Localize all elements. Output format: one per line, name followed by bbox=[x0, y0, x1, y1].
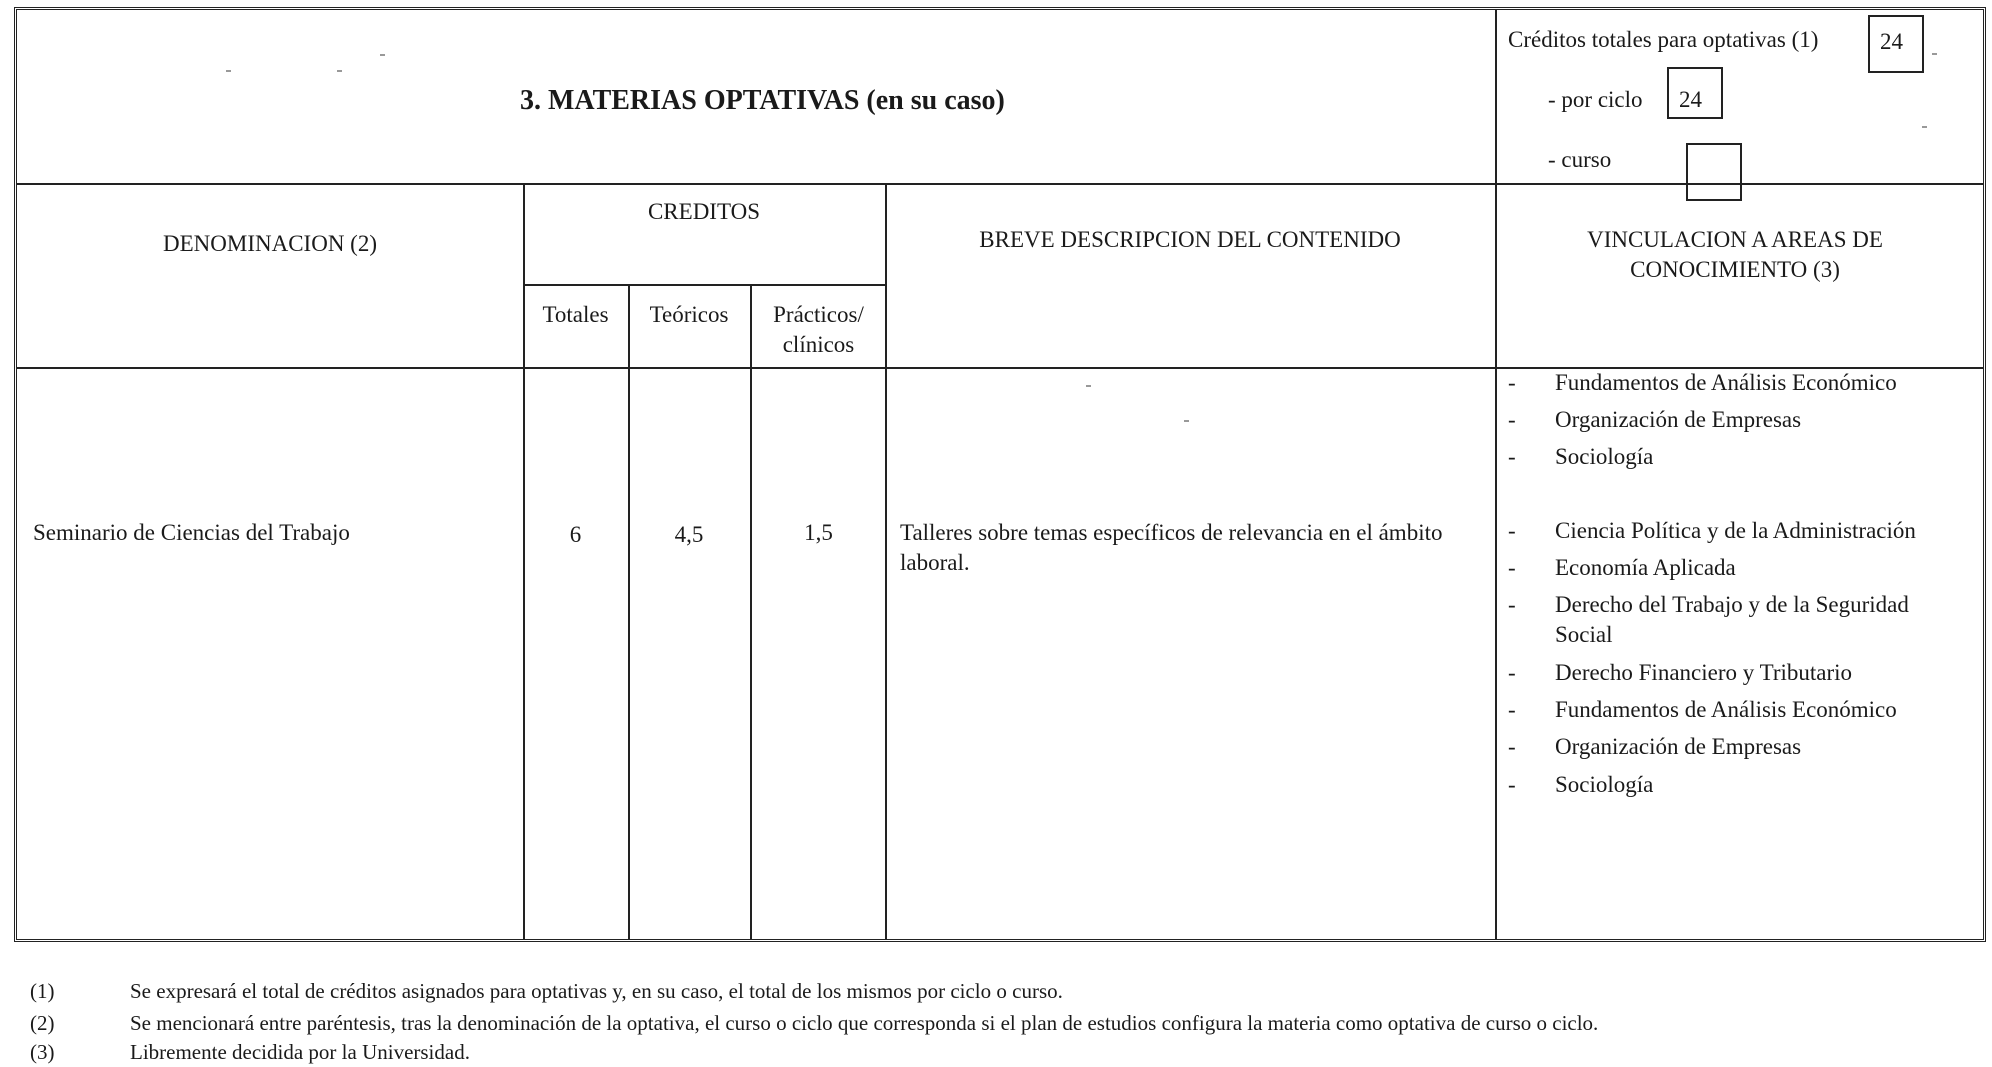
curso-value bbox=[1686, 143, 1742, 201]
header-right-divider bbox=[1495, 10, 1497, 939]
col-header-practicos: Prácticos/ clínicos bbox=[773, 302, 864, 357]
creditos-subheader-divider bbox=[523, 284, 885, 286]
creditos-totales-label: Créditos totales para optativas (1) bbox=[1508, 27, 1819, 52]
curso-label: - curso bbox=[1548, 147, 1612, 172]
footnote-number: (3) bbox=[30, 1040, 55, 1064]
scan-speck bbox=[1184, 420, 1189, 422]
area-item: Economía Aplicada bbox=[1555, 555, 1736, 580]
footnote-text: Libremente decidida por la Universidad. bbox=[130, 1040, 470, 1064]
scan-speck bbox=[1932, 53, 1937, 55]
row-denominacion: Seminario de Ciencias del Trabajo bbox=[33, 520, 350, 545]
area-item: Derecho del Trabajo y de la Seguridad Social bbox=[1555, 592, 1909, 647]
por-ciclo-label: - por ciclo bbox=[1548, 87, 1643, 112]
col-header-totales: Totales bbox=[542, 302, 609, 327]
page-title: 3. MATERIAS OPTATIVAS (en su caso) bbox=[520, 85, 1005, 116]
col-header-denominacion: DENOMINACION (2) bbox=[163, 231, 377, 256]
creditos-totales-value: 24 bbox=[1868, 15, 1924, 73]
area-bullet: - bbox=[1508, 734, 1516, 759]
footnote-number: (2) bbox=[30, 1011, 55, 1035]
col-header-vinculacion: VINCULACION A AREAS DE CONOCIMIENTO (3) bbox=[1587, 227, 1883, 282]
area-item: Sociología bbox=[1555, 444, 1654, 469]
area-bullet: - bbox=[1508, 555, 1516, 580]
footnote-text: Se mencionará entre paréntesis, tras la denominación de la optativa, el curso o ciclo que corresponda si el plan de estudios configura la materia como optativa de curso o ciclo. bbox=[130, 1011, 1599, 1035]
area-item: Sociología bbox=[1555, 772, 1654, 797]
col-divider-4 bbox=[885, 183, 887, 939]
area-item: Fundamentos de Análisis Económico bbox=[1555, 370, 1897, 395]
por-ciclo-value: 24 bbox=[1667, 67, 1723, 119]
scan-speck bbox=[1922, 126, 1927, 128]
area-item: Derecho Financiero y Tributario bbox=[1555, 660, 1853, 685]
area-bullet: - bbox=[1508, 444, 1516, 469]
area-item: Organización de Empresas bbox=[1555, 407, 1802, 432]
area-item: Fundamentos de Análisis Económico bbox=[1555, 697, 1897, 722]
col-header-teoricos: Teóricos bbox=[649, 302, 729, 327]
row-practicos: 1,5 bbox=[804, 520, 833, 545]
row-teoricos: 4,5 bbox=[674, 522, 704, 547]
scan-speck bbox=[1086, 385, 1091, 387]
area-bullet: - bbox=[1508, 407, 1516, 432]
row-totales: 6 bbox=[569, 522, 582, 547]
scan-speck bbox=[380, 54, 385, 56]
area-bullet: - bbox=[1508, 518, 1516, 543]
area-bullet: - bbox=[1508, 772, 1516, 797]
col-divider-2 bbox=[628, 284, 630, 939]
area-bullet: - bbox=[1508, 370, 1516, 395]
scan-speck bbox=[337, 70, 342, 72]
area-item: Ciencia Política y de la Administración bbox=[1555, 518, 1916, 543]
footnote-text: Se expresará el total de créditos asignados para optativas y, en su caso, el total de los mismos por ciclo o curso. bbox=[130, 979, 1063, 1003]
row-descripcion: Talleres sobre temas específicos de relevancia en el ámbito laboral. bbox=[900, 520, 1443, 575]
area-bullet: - bbox=[1508, 697, 1516, 722]
col-divider-1 bbox=[523, 183, 525, 939]
scan-speck bbox=[226, 70, 231, 72]
area-item: Organización de Empresas bbox=[1555, 734, 1802, 759]
col-header-creditos: CREDITOS bbox=[647, 199, 761, 224]
footnote-number: (1) bbox=[30, 979, 55, 1003]
area-bullet: - bbox=[1508, 592, 1516, 617]
col-header-descripcion: BREVE DESCRIPCION DEL CONTENIDO bbox=[979, 227, 1401, 252]
col-divider-3 bbox=[750, 284, 752, 939]
area-bullet: - bbox=[1508, 660, 1516, 685]
